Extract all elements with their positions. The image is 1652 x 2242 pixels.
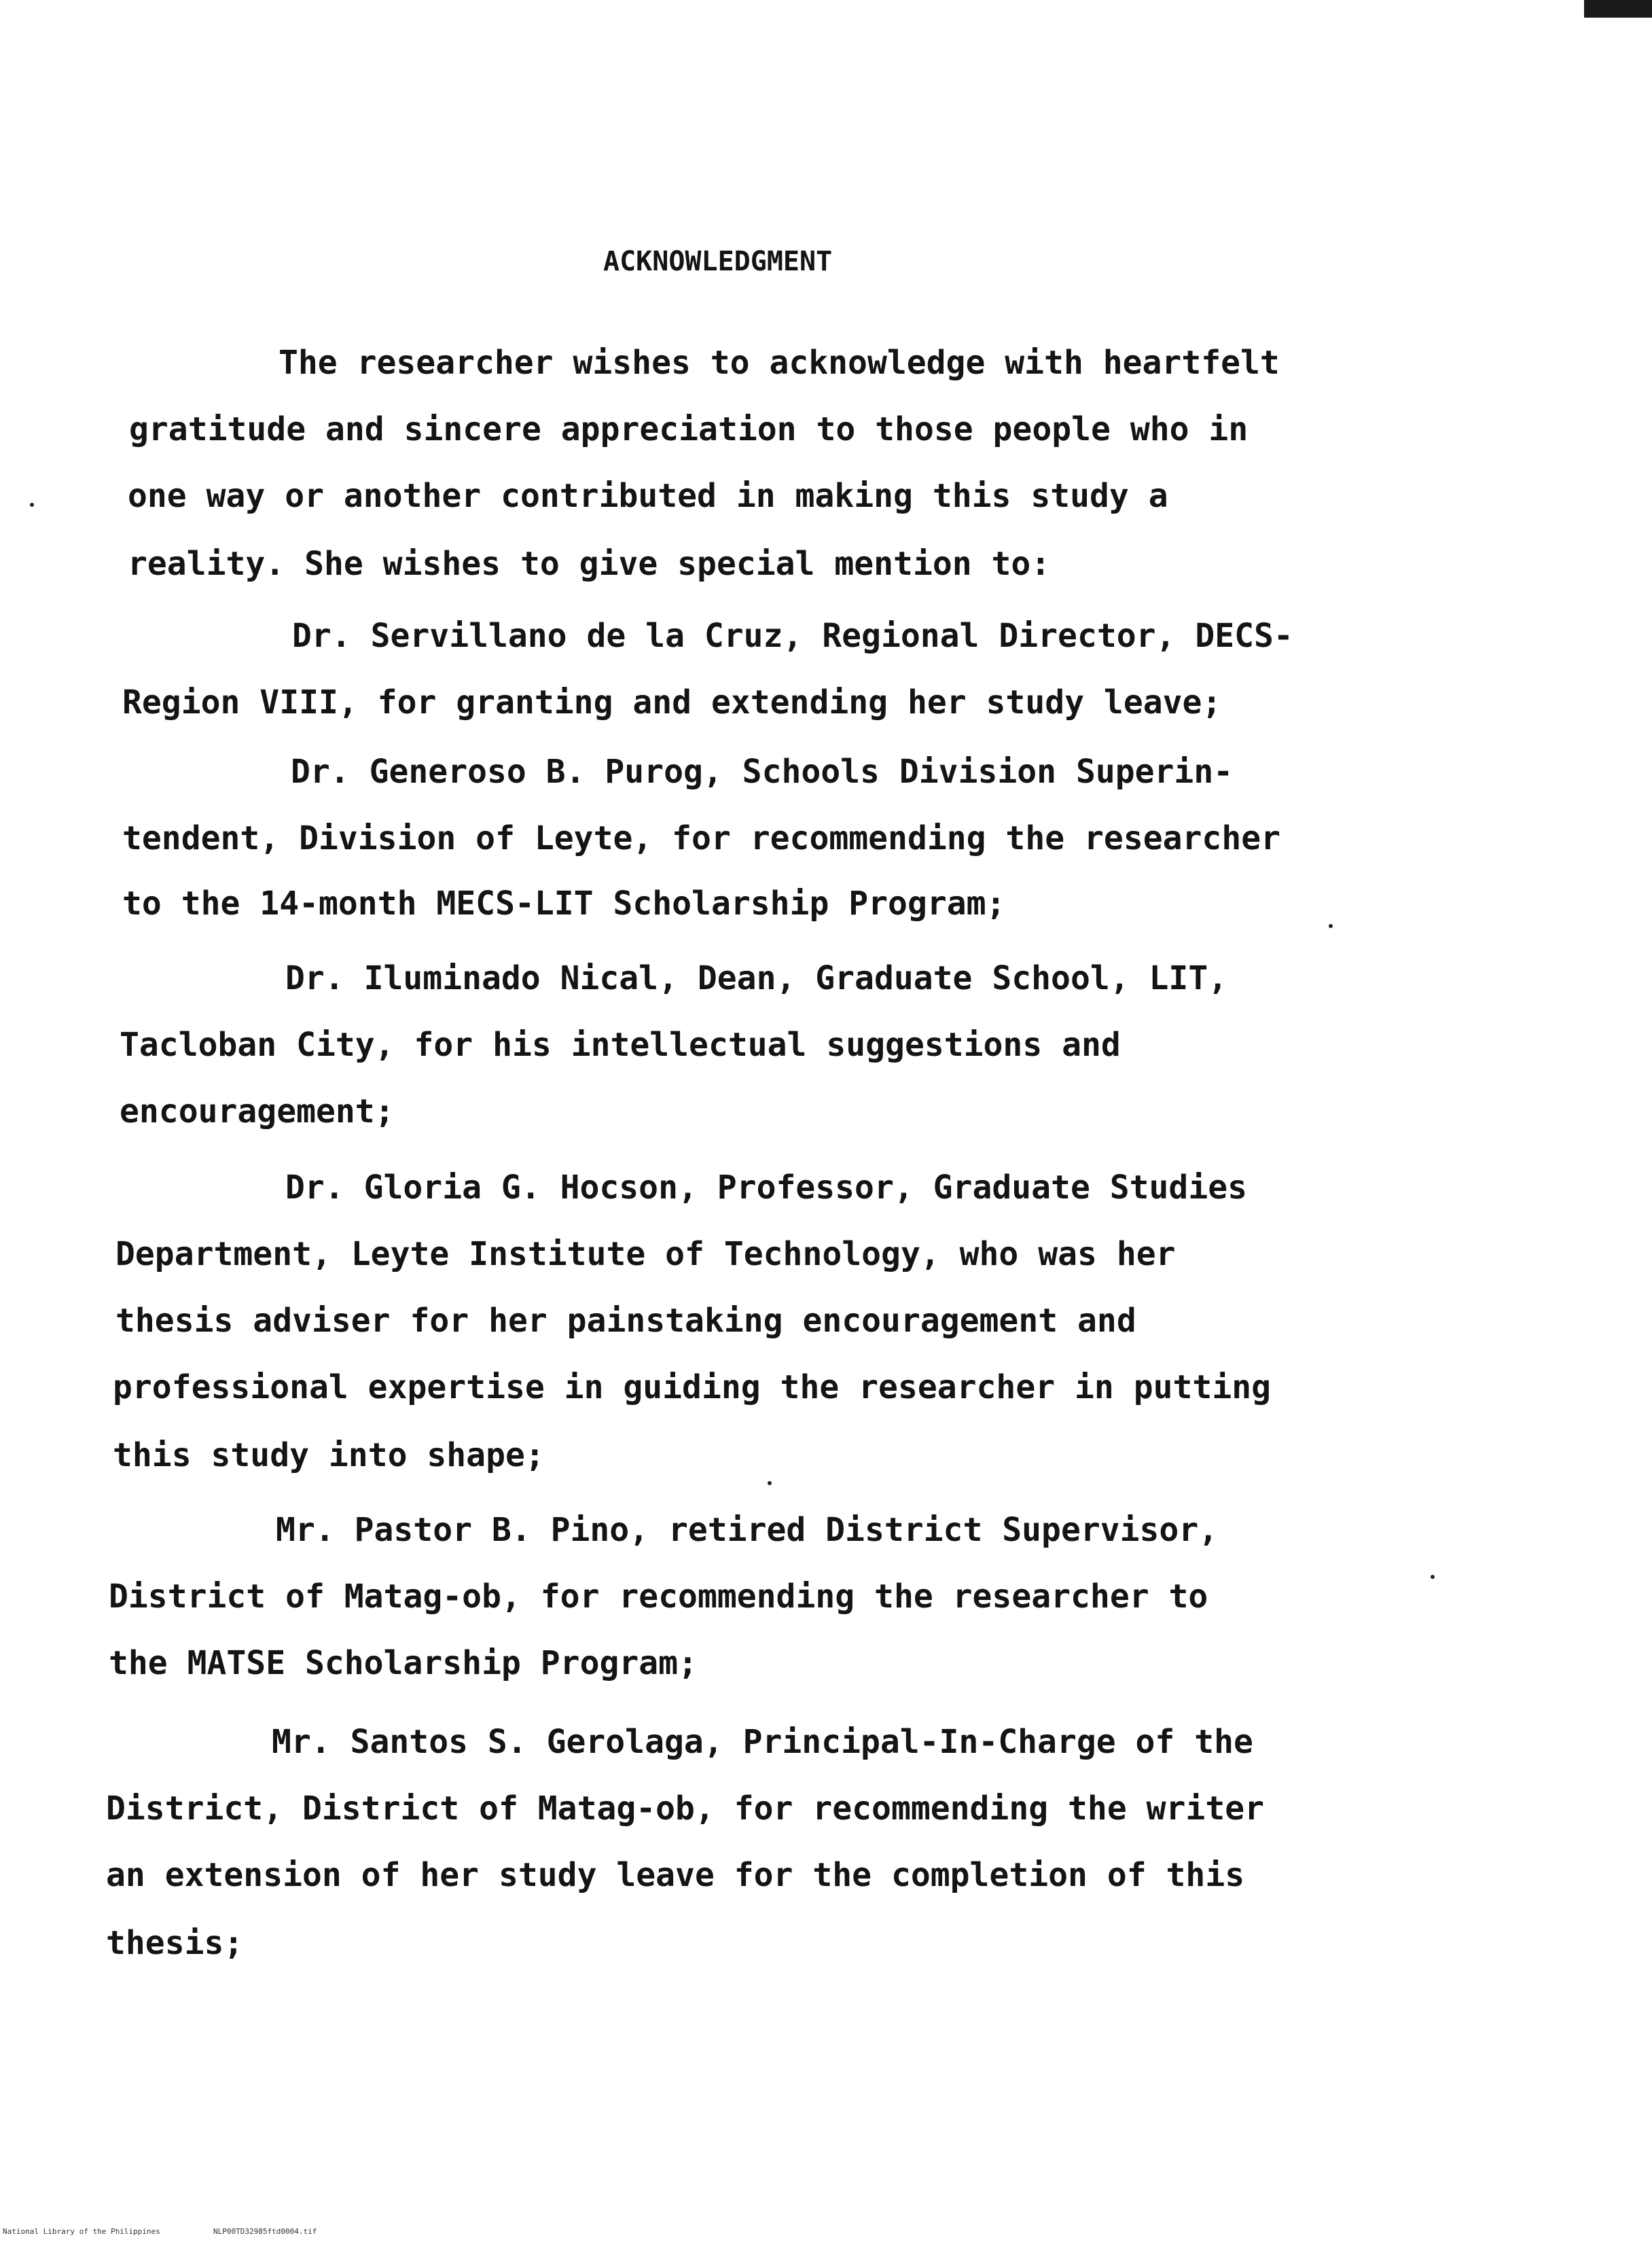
paragraph-line: Tacloban City, for his intellectual suggestions and (120, 1026, 1121, 1064)
scan-corner-mark (1584, 0, 1652, 18)
paragraph-line: Mr. Pastor B. Pino, retired District Supervisor, (276, 1511, 1219, 1549)
paragraph-line: professional expertise in guiding the researcher in putting (113, 1368, 1272, 1406)
paragraph-line: thesis; (106, 1924, 244, 1962)
paragraph-line: Dr. Generoso B. Purog, Schools Division Superin- (291, 753, 1234, 791)
paragraph-line: one way or another contributed in making this study a (128, 477, 1168, 515)
paragraph-line: reality. She wishes to give special mention to: (128, 545, 1051, 583)
paragraph-line: to the 14-month MECS-LIT Scholarship Program; (122, 885, 1006, 923)
scan-speck (768, 1481, 772, 1485)
paragraph-line: Region VIII, for granting and extending her study leave; (122, 683, 1222, 722)
paragraph-line: Dr. Servillano de la Cruz, Regional Director, DECS- (292, 617, 1293, 655)
footer-library: National Library of the Philippines (3, 2227, 160, 2236)
paragraph-line: District of Matag-ob, for recommending the researcher to (109, 1578, 1208, 1616)
paragraph-line: Dr. Iluminado Nical, Dean, Graduate School, LIT, (285, 959, 1228, 997)
paragraph-line: District, District of Matag-ob, for recommending the writer (106, 1790, 1265, 1828)
scan-speck (1431, 1575, 1435, 1579)
paragraph-line: Dr. Gloria G. Hocson, Professor, Graduate Studies (285, 1169, 1248, 1207)
paragraph-line: this study into shape; (113, 1436, 545, 1474)
page-title: ACKNOWLEDGMENT (603, 246, 833, 277)
scan-speck (30, 503, 34, 507)
scan-speck (1329, 924, 1333, 928)
paragraph-line: thesis adviser for her painstaking encouragement and (115, 1302, 1136, 1340)
paragraph-line: The researcher wishes to acknowledge with heartfelt (279, 344, 1280, 382)
footer-filename: NLP00TD32985ftd0004.tif (213, 2227, 317, 2236)
paragraph-line: Mr. Santos S. Gerolaga, Principal-In-Charge of the (272, 1723, 1253, 1761)
paragraph-line: Department, Leyte Institute of Technology, who was her (115, 1235, 1176, 1273)
paragraph-line: tendent, Division of Leyte, for recommending the researcher (122, 819, 1281, 857)
paragraph-line: the MATSE Scholarship Program; (109, 1644, 698, 1682)
paragraph-line: encouragement; (120, 1092, 395, 1131)
paragraph-line: gratitude and sincere appreciation to those people who in (129, 410, 1249, 448)
paragraph-line: an extension of her study leave for the completion of this (106, 1856, 1245, 1894)
